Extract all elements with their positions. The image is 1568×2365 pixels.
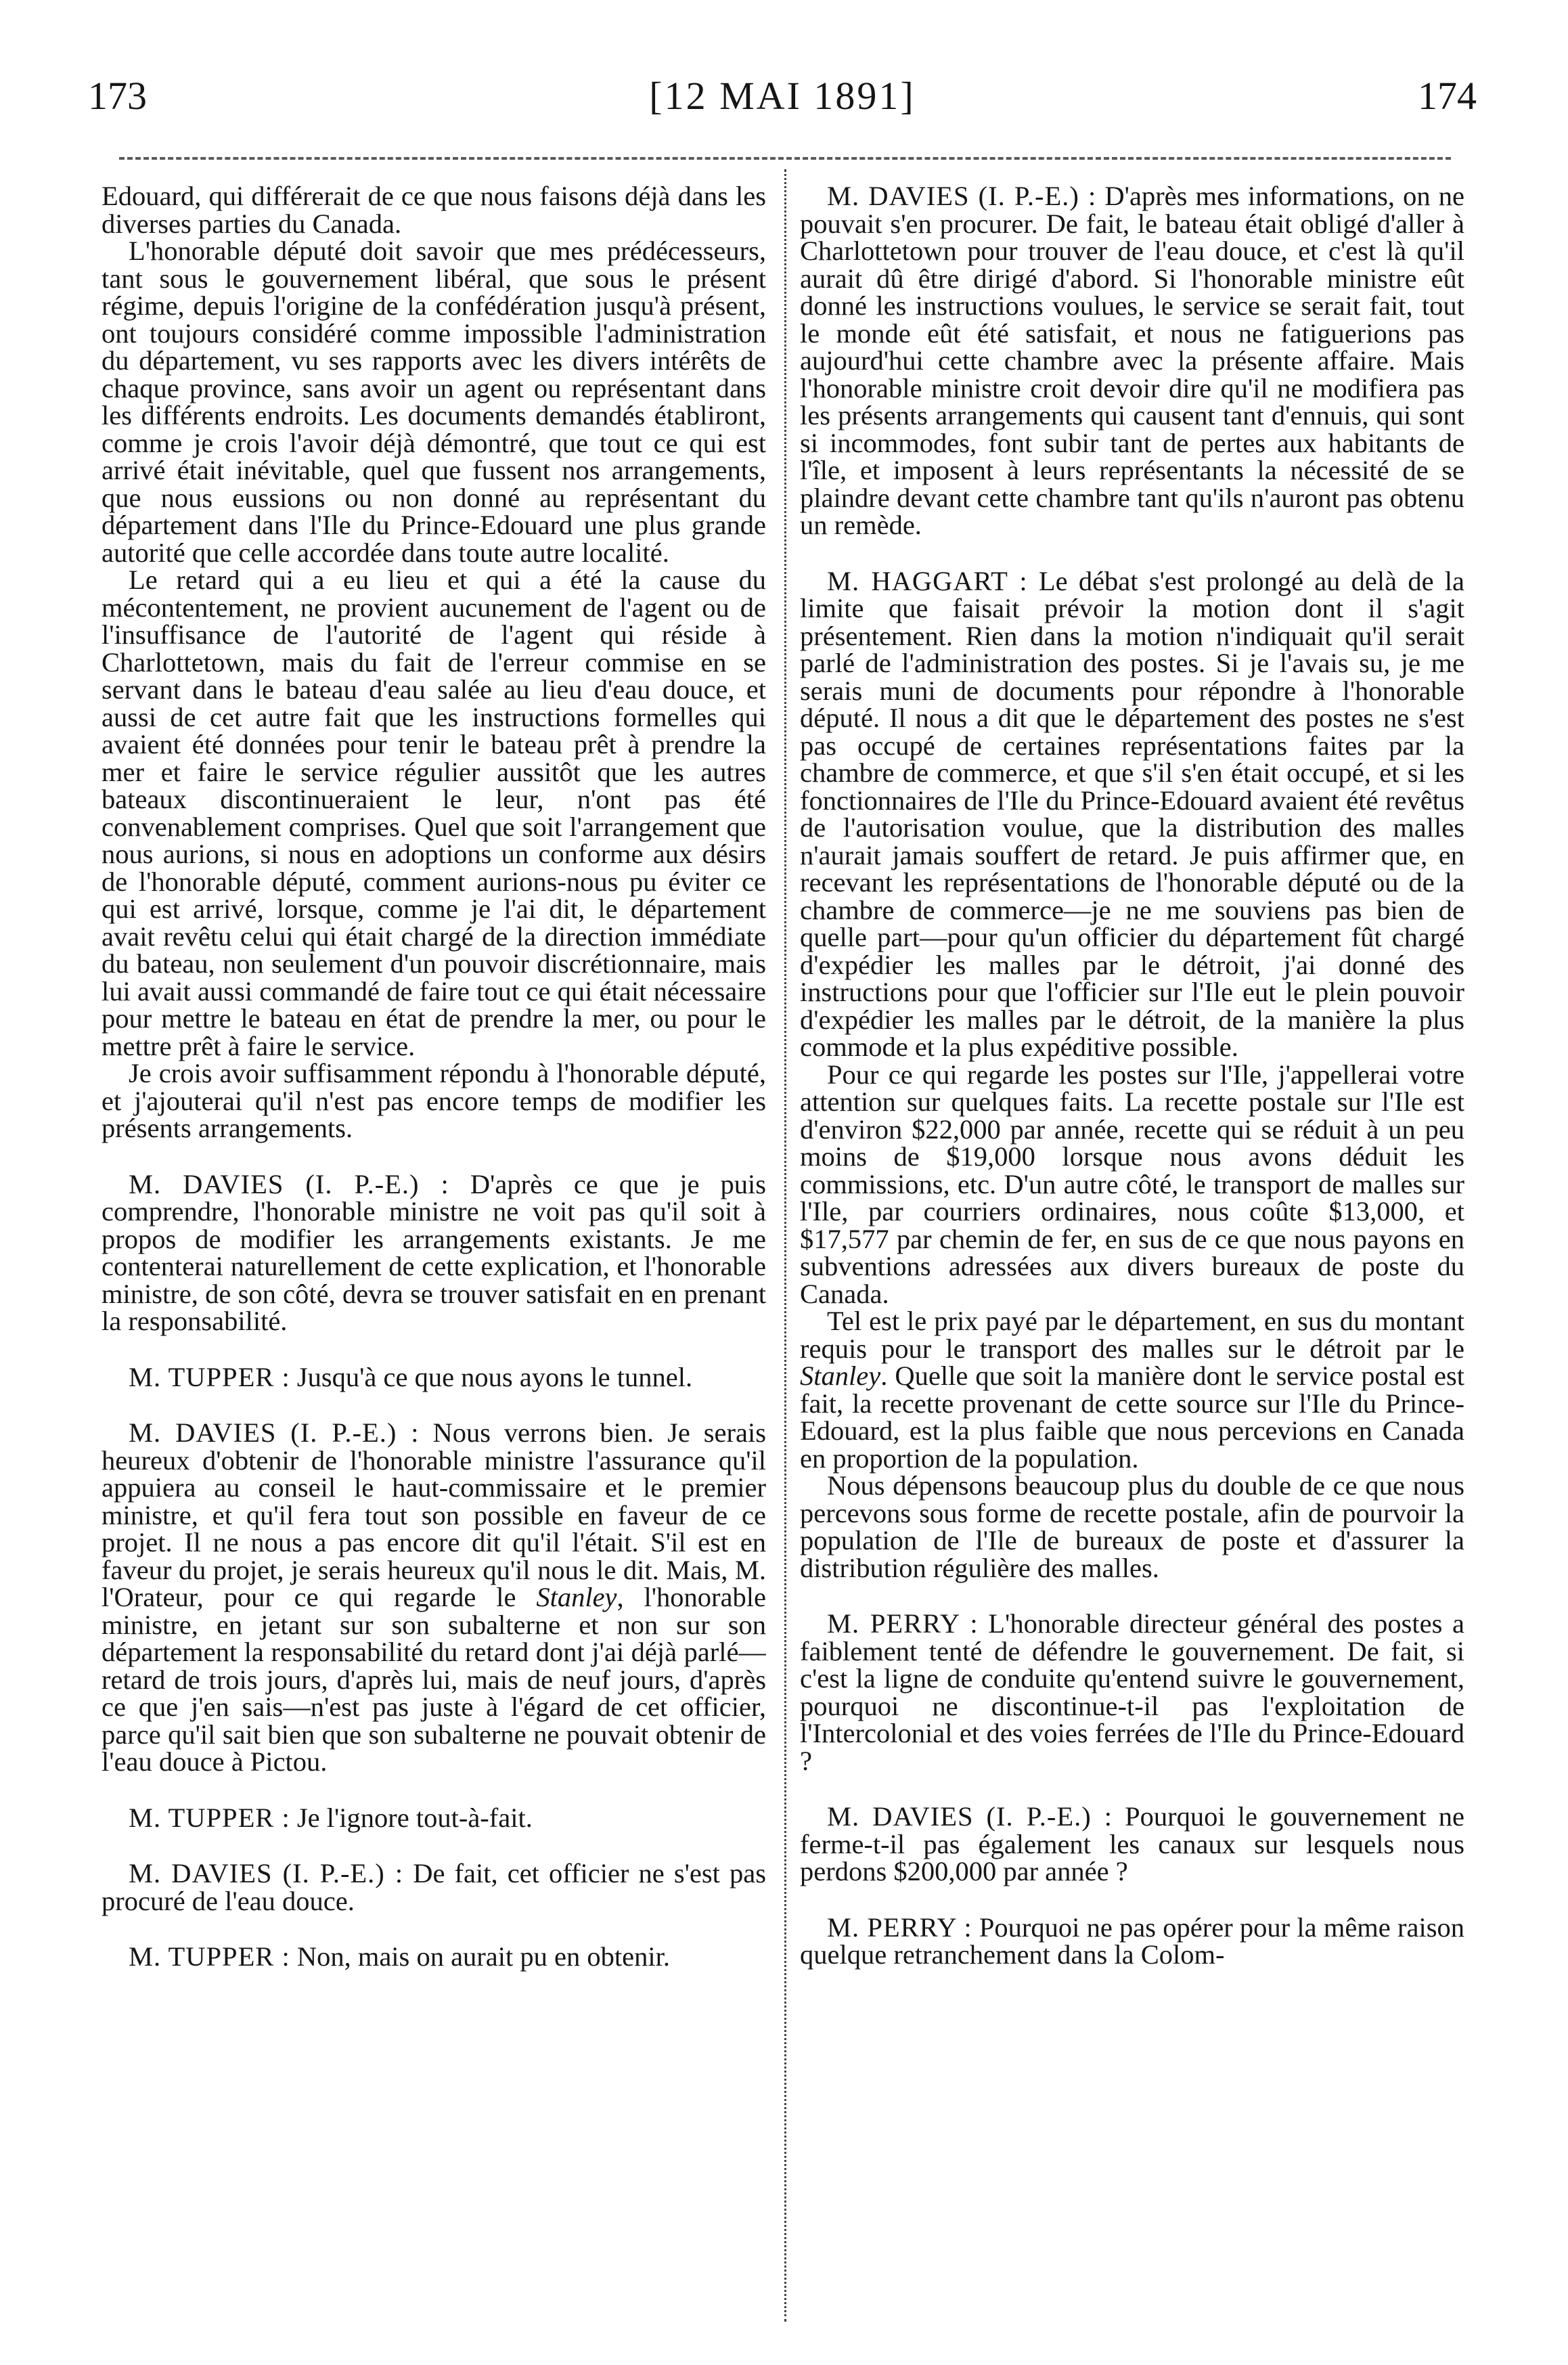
- speech: [800, 565, 1464, 1062]
- right-page-number: 174: [1418, 74, 1477, 118]
- speech-text: D'après ce que je puis comprendre, l'honorable ministre ne voit pas qu'il soit à propos de modifier les arrangements existants. Je me contenterai naturellement de cette explication, et l'honorable ministre, de son côté, devra se trouver satisfait en en prenant la responsabilité.: [102, 1168, 766, 1336]
- paragraph: Le retard qui a eu lieu et qui a été la cause du mécontentement, ne provient aucunement de l'agent ou de l'insuffisance de l'autorité de l'agent qui réside à Charlottetown, mais du fait de l'erreur commise en se servant dans le bateau d'eau salée au lieu d'eau douce, et aussi de cet autre fait que les instructions formelles qui avaient été données pour tenir le bateau prêt à prendre la mer et faire le service régulier aussitôt que les autres bateaux discontinueraient le leur, n'ont pas été convenablement comprises. Quel que soit l'arrangement que nous aurions, si nous en adoptions un conforme aux désirs de l'honorable député, comment aurions-nous pu éviter ce qui est arrivé, lorsque, comme je l'ai dit, le département avait revêtu celui qui était chargé de la direction immédiate du bateau, non seulement d'un pouvoir discrétionnaire, mais lui avait aussi commandé de faire tout ce qui était nécessaire pour mettre le bateau en état de prendre la mer, ou pour le mettre prêt à faire le service.: [102, 565, 766, 1061]
- speech: [102, 1361, 766, 1392]
- left-page-number: 173: [88, 74, 147, 118]
- speech: [102, 1168, 766, 1336]
- speech-text: Non, mais on aurait pu en obtenir.: [296, 1941, 670, 1972]
- speaker-name: M. DAVIES (I. P.-E.) :: [129, 1168, 449, 1199]
- paragraph: Je crois avoir suffisamment répondu à l'honorable député, et j'ajouterai qu'il n'est pas encore temps de modifier les présents arrangements.: [102, 1058, 766, 1143]
- ship-name: Stanley: [536, 1582, 617, 1612]
- paragraph: Pour ce qui regarde les postes sur l'Ile, j'appellerai votre attention sur quelques faits. La recette postale sur l'Ile est d'environ $22,000 par année, recette qui se réduit à un peu moins de $19,000 lorsque nous avons déduit les commissions, etc. D'un autre côté, le transport de malles sur l'Ile, par courriers ordinaires, nous coûte $13,000, et $17,577 par chemin de fer, en sus de ce que nous payons en subventions adressées aux divers bureaux de poste du Canada.: [800, 1059, 1464, 1309]
- right-column: [800, 183, 1464, 2322]
- page-header: [88, 73, 1477, 127]
- ship-name: Stanley: [800, 1361, 881, 1391]
- speaker-name: M. PERRY :: [827, 1608, 979, 1639]
- speaker-name: M. DAVIES (I. P.-E.) :: [129, 1858, 404, 1888]
- paragraph-text: Tel est le prix payé par le département, en sus du montant requis pour le transport des malles sur le détroit par le: [800, 1306, 1464, 1364]
- paragraph: Nous dépensons beaucoup plus du double de ce que nous percevons sous forme de recette postale, afin de pourvoir la population de l'Ile de bureaux de poste et d'assurer la distribution régulière des malles.: [800, 1470, 1464, 1583]
- speech-text: Jusqu'à ce que nous ayons le tunnel.: [296, 1361, 693, 1392]
- column-divider: [784, 169, 786, 2322]
- speaker-name: M. DAVIES (I. P.-E.) :: [827, 1801, 1113, 1832]
- left-column: [102, 183, 766, 2322]
- paragraph: Edouard, qui différerait de ce que nous faisons déjà dans les diverses parties du Canada.: [102, 183, 766, 239]
- speech: [800, 1911, 1464, 1970]
- speech: [800, 183, 1464, 539]
- speech: [102, 1802, 766, 1833]
- speech: [102, 1943, 766, 1971]
- speech: [800, 1803, 1464, 1886]
- speech-text: Nous verrons bien. Je serais heureux d'obtenir de l'honorable ministre l'assurance qu'il appuiera au conseil le haut-commissaire et le premier ministre, et qu'il fera tout son possible en faveur de ce projet. Il ne nous a pas encore dit qu'il l'était. S'il est en faveur du projet, je serais heureux qu'il nous le dit. Mais, M. l'Orateur, pour ce qui regarde le: [102, 1417, 766, 1612]
- speaker-name: M. HAGGART :: [827, 565, 1028, 596]
- speech: [102, 1860, 766, 1915]
- speech: [800, 1610, 1464, 1775]
- speaker-name: M. DAVIES (I. P.-E.) :: [827, 183, 1097, 211]
- sitting-date: [12 MAI 1891]: [649, 74, 916, 118]
- speech-text: De fait, cet officier ne s'est pas procuré de l'eau douce.: [102, 1858, 766, 1916]
- speaker-name: M. TUPPER :: [129, 1361, 290, 1392]
- paragraph: [800, 1308, 1464, 1472]
- speaker-name: M. DAVIES (I. P.-E.) :: [129, 1417, 420, 1448]
- speech-text: , l'honorable ministre, en jetant sur son subalterne et non sur son département la responsabilité du retard dont j'ai déjà parlé—retard de trois jours, d'après lui, mais de neuf jours, d'après ce que j'en sais—n'est pas juste à l'égard de cet officier, parce qu'il sait bien que son subalterne ne pouvait obtenir de l'eau douce à Pictou.: [102, 1582, 766, 1777]
- speech-text: Je l'ignore tout-à-fait.: [296, 1802, 533, 1833]
- paragraph: L'honorable député doit savoir que mes prédécesseurs, tant sous le gouvernement libéral, que sous le présent régime, depuis l'origine de la confédération jusqu'à présent, ont toujours considéré comme impossible l'administration du département, vu ses rapports avec les divers intérêts de chaque province, sans avoir un agent ou représentant dans les différents endroits. Les documents demandés établiront, comme je crois l'avoir déjà démontré, que tout ce qui est arrivé était inévitable, quel que fussent nos arrangements, que nous eussions ou non donné au représentant du département dans l'Ile du Prince-Edouard une plus grande autorité que celle accordée dans toute autre localité.: [102, 236, 766, 568]
- speech-text: Pourquoi ne pas opérer pour la même raison quelque retranchement dans la Colom-: [800, 1911, 1464, 1970]
- speech-text: D'après mes informations, on ne pouvait s'en procurer. De fait, le bateau était obligé d'aller à Charlottetown pour trouver de l'eau douce, et c'est là qu'il aurait dû être dirigé d'abord. Si l'honorable ministre eût donné les instructions voulues, le service se serait fait, tout le monde eût été satisfait, et nous ne fatiguerions pas aujourd'hui cette chambre avec la présente affaire. Mais l'honorable ministre croit devoir dire qu'il ne modifiera pas les présents arrangements qui causent tant d'ennuis, qui sont si incommodes, font subir tant de pertes aux habitants de l'île, et imposent à leurs représentants la nécessité de se plaindre devant cette chambre tant qu'ils n'auront pas obtenu un remède.: [800, 183, 1464, 540]
- paragraph-text: . Quelle que soit la manière dont le service postal est fait, la recette provenant de cette source sur l'Ile du Prince-Edouard, est la plus faible que nous percevions en Canada en proportion de la population.: [800, 1361, 1464, 1474]
- speaker-name: M. TUPPER :: [129, 1802, 290, 1833]
- header-rule: [119, 157, 1451, 160]
- speech-text: Le débat s'est prolongé au delà de la limite que faisait prévoir la motion dont il s'agit présentement. Rien dans la motion n'indiquait qu'il serait parlé de l'administration des postes. Si je l'avais su, je me serais muni de documents pour répondre à l'honorable député. Il nous a dit que le département des postes ne s'est pas occupé de certaines représentations faites par la chambre de commerce, et que s'il s'en était occupé, et si les fonctionnaires de l'Ile du Prince-Edouard avaient été revêtus de l'autorisation voulue, que la distribution des malles n'aurait jamais souffert de retard. Je puis affirmer que, en recevant les représentations de l'honorable député ou de la chambre de commerce—je ne me souviens pas bien de quelle part—pour qu'un officier du département fût chargé d'expédier les malles par le détroit, j'ai donné des instructions pour que l'officier sur l'Ile eut le plein pouvoir d'expédier les malles par le détroit, de la manière la plus commode et la plus expéditive possible.: [800, 565, 1464, 1062]
- speaker-name: M. PERRY :: [827, 1911, 972, 1943]
- speech-text: Pourquoi le gouvernement ne ferme-t-il pas également les canaux sur lesquels nous perdons $200,000 par année ?: [800, 1801, 1464, 1886]
- speech-text: L'honorable directeur général des postes a faiblement tenté de défendre le gouvernement. De fait, si c'est la ligne de conduite qu'entend suivre le gouvernement, pourquoi ne discontinue-t-il pas l'exploitation de l'Intercolonial et des voies ferrées de l'Ile du Prince-Edouard ?: [800, 1608, 1464, 1776]
- speaker-name: M. TUPPER :: [129, 1941, 290, 1972]
- speech: [102, 1419, 766, 1776]
